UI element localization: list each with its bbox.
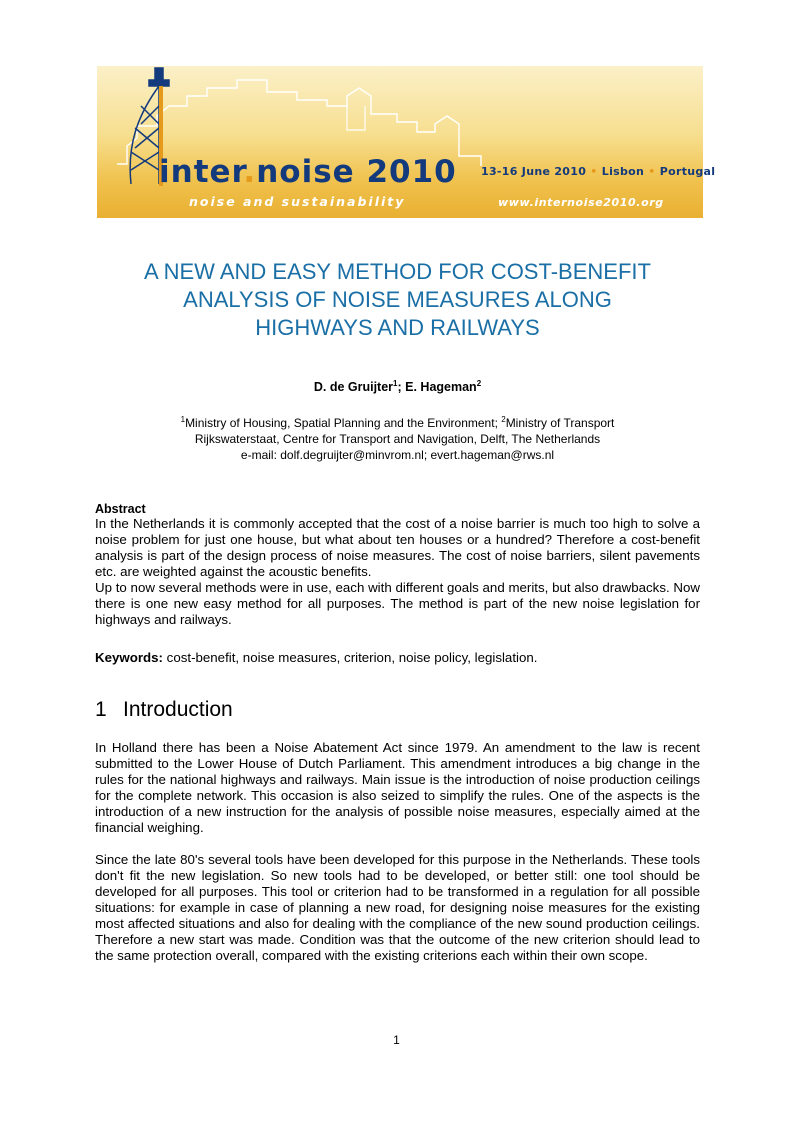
introduction-paragraph-1: In Holland there has been a Noise Abatement Act since 1979. An amendment to the law is recent submitted to the Lower House of Dutch Parliament. This amendment introduces a big change in the rules for the national highways and railways. Main issue is the introduction of noise production ceilings for the complete network. This occasion is also seized to simplify the rules. One of the aspects is the introduction of a new instruction for the analysis of possible noise measures, especially aimed at the financial weighing. [95,740,700,835]
introduction-paragraph-2: Since the late 80's several tools have been developed for this purpose in the Netherlands. These tools don't fit the new legislation. So new tools had to be developed, or better still: one tool should be developed for all purposes. This tool or criterion had to be transformed in a regulation for all possible situations: for example in case of planning a new road, for designing noise measures for the existing most affected situations and also for dealing with the compliance of the new sound production ceilings. Therefore a new start was made. Condition was that the outcome of the new criterion should lead to the same protection overall, compared with the existing criterions each within their own scope. [95,852,700,963]
conference-website[interactable]: www.internoise2010.org [498,196,664,209]
abstract-heading: Abstract [95,502,146,516]
page-number: 1 [393,1033,400,1047]
section-heading-introduction: 1 Introduction [95,698,233,721]
conference-dates: 13-16 June 2010 • Lisbon • Portugal [481,165,716,178]
paper-title: A NEW AND EASY METHOD FOR COST-BENEFIT ANALYSIS OF NOISE MEASURES ALONG HIGHWAYS AND RAILWAYS [144,259,651,340]
affiliations: $^1$Ministry of Housing, Spatial Planning and the Environment; $^2$Ministry of Transport Rijkswaterstaat, Centre for Transport and Navigation, Delft, The Netherlands e-mail: dolf.degruijter@minvrom.nl; evert.hageman@rws.nl [95,412,700,463]
conference-tagline: noise and sustainability [189,194,406,209]
authors: D. de Gruijter$^1$; E. Hageman$^2$ [313,379,482,395]
conference-logo: inter.noise 2010 [159,154,457,190]
conference-banner [97,66,716,218]
contact-emails[interactable]: e-mail: dolf.degruijter@minvrom.nl; evert.hageman@rws.nl [240,448,555,462]
keywords: Keywords: cost-benefit, noise measures, criterion, noise policy, legislation. [95,650,538,665]
abstract-paragraph-1: In the Netherlands it is commonly accepted that the cost of a noise barrier is much too high to solve a noise problem for just one house, but what about ten houses or a hundred? Therefore a cost-benefit analysis is part of the design process of noise measures. The cost of noise barriers, silent pavements etc. are weighted against the acoustic benefits. [95,516,700,579]
abstract-paragraph-2: Up to now several methods were in use, each with different goals and merits, but also drawbacks. Now there is one new easy method for all purposes. The method is part of the new noise legislation for highways and railways. [95,580,700,627]
